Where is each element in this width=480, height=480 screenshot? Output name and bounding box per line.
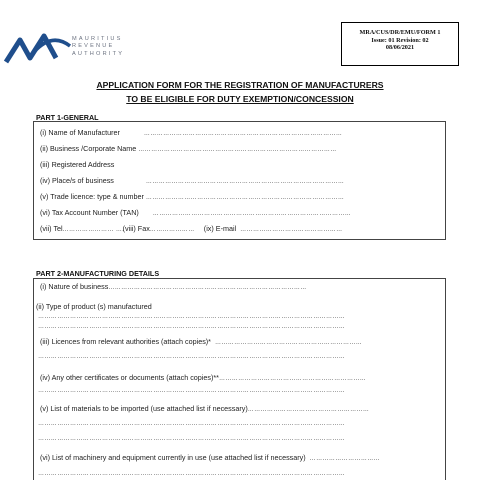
fill-line: ………………………………………………………………………………… bbox=[143, 131, 343, 137]
logo-line-2: REVENUE bbox=[72, 43, 115, 50]
form-issue: Issue: 01 Revision: 02 bbox=[371, 36, 429, 44]
field-other-certificates[interactable] bbox=[40, 373, 381, 382]
field-label: (v) List of materials to be imported (use attached list if necessary) bbox=[40, 404, 248, 413]
field-nature-of-business[interactable] bbox=[40, 282, 324, 291]
fill-line: ………………………………………………… bbox=[247, 407, 370, 413]
fill-line: …………………………………………………………… bbox=[214, 340, 363, 346]
field-business-name[interactable] bbox=[40, 144, 348, 153]
tel-label: (vii) Tel bbox=[40, 224, 63, 233]
field-label: (iii) Licences from relevant authorities (attach copies)* bbox=[40, 337, 211, 346]
field-registered-address[interactable] bbox=[40, 160, 114, 169]
part2-section bbox=[33, 278, 446, 480]
field-place-of-business[interactable] bbox=[40, 176, 354, 185]
fill-line[interactable]: ……………………………………………………………………………………………………………………………… bbox=[38, 471, 346, 477]
field-materials-imported[interactable] bbox=[40, 404, 376, 413]
email-input[interactable]: ………………………………………… bbox=[240, 227, 343, 233]
fill-line: ………………………………………………………………………………… bbox=[138, 147, 337, 153]
logo-line-1: MAURITIUS bbox=[72, 36, 123, 42]
field-label: (ii) Business /Corporate Name bbox=[40, 144, 137, 153]
field-label: (iii) Registered Address bbox=[40, 160, 115, 169]
fill-line: …………………………………………………………… bbox=[218, 376, 367, 382]
part1-section bbox=[33, 121, 446, 240]
fill-line: ………………………………………………………………………………… bbox=[108, 285, 307, 291]
logo-line-3: AUTHORITY bbox=[72, 50, 125, 57]
field-label: (i) Name of Manufacturer bbox=[40, 128, 120, 137]
field-trade-licence[interactable] bbox=[40, 192, 356, 201]
fill-line[interactable]: ……………………………………………………………………………………………………………………………… bbox=[38, 324, 346, 330]
fax-input[interactable]: ………………… bbox=[149, 227, 195, 233]
field-tax-account-number[interactable] bbox=[40, 208, 359, 217]
fill-line: ………………………………………………………………………………… bbox=[145, 195, 345, 201]
field-label: (vi) List of machinery and equipment currently in use (use attached list if necessary) bbox=[40, 453, 306, 462]
fill-line[interactable]: ……………………………………………………………………………………………………………………………… bbox=[38, 436, 346, 442]
fill-line[interactable]: ……………………………………………………………………………………………………………………………… bbox=[38, 421, 346, 427]
logo-text bbox=[72, 36, 124, 58]
tel-input[interactable]: …………………… …. bbox=[62, 227, 125, 233]
fill-line: …………………………… bbox=[309, 456, 381, 462]
fill-line[interactable]: ……………………………………………………………………………………………………………………………… bbox=[38, 388, 346, 394]
field-product-type[interactable] bbox=[36, 302, 152, 311]
form-date: 08/06/2021 bbox=[385, 44, 415, 51]
fill-line[interactable]: ……………………………………………………………………………………………………………………………… bbox=[38, 314, 346, 320]
field-label: (iv) Place/s of business bbox=[40, 176, 114, 185]
field-label: (iv) Any other certificates or documents (attach copies)** bbox=[40, 373, 219, 382]
field-manufacturer-name[interactable] bbox=[40, 128, 356, 137]
field-label: (vi) Tax Account Number (TAN) bbox=[40, 208, 139, 217]
fill-line[interactable]: ……………………………………………………………………………………………………………………………… bbox=[38, 354, 346, 360]
fill-line: ………………………………………………………………………………… bbox=[152, 211, 352, 217]
form-title-line-1: APPLICATION FORM FOR THE REGISTRATION OF MANUFACTURERS bbox=[96, 80, 384, 90]
fax-label: (viii) Fax bbox=[122, 224, 150, 233]
fill-line: ………………………………………………………………………………… bbox=[145, 179, 345, 185]
form-reference-box bbox=[341, 22, 459, 66]
field-label: (ii) Type of product (s) manufactured bbox=[36, 302, 152, 311]
form-code: MRA/CUS/DR/EMU/FORM 1 bbox=[359, 29, 441, 36]
field-label: (i) Nature of business bbox=[40, 282, 109, 291]
part1-heading: PART 1-GENERAL bbox=[36, 113, 99, 122]
field-machinery-equipment[interactable] bbox=[40, 453, 384, 462]
form-title-line-2: TO BE ELIGIBLE FOR DUTY EXEMPTION/CONCESSION bbox=[126, 94, 354, 104]
field-contact-row bbox=[40, 224, 352, 233]
part2-heading: PART 2-MANUFACTURING DETAILS bbox=[36, 269, 160, 278]
field-licences[interactable] bbox=[40, 337, 385, 346]
email-label: (ix) E-mail bbox=[203, 224, 237, 233]
field-label: (v) Trade licence: type & number bbox=[40, 192, 144, 201]
